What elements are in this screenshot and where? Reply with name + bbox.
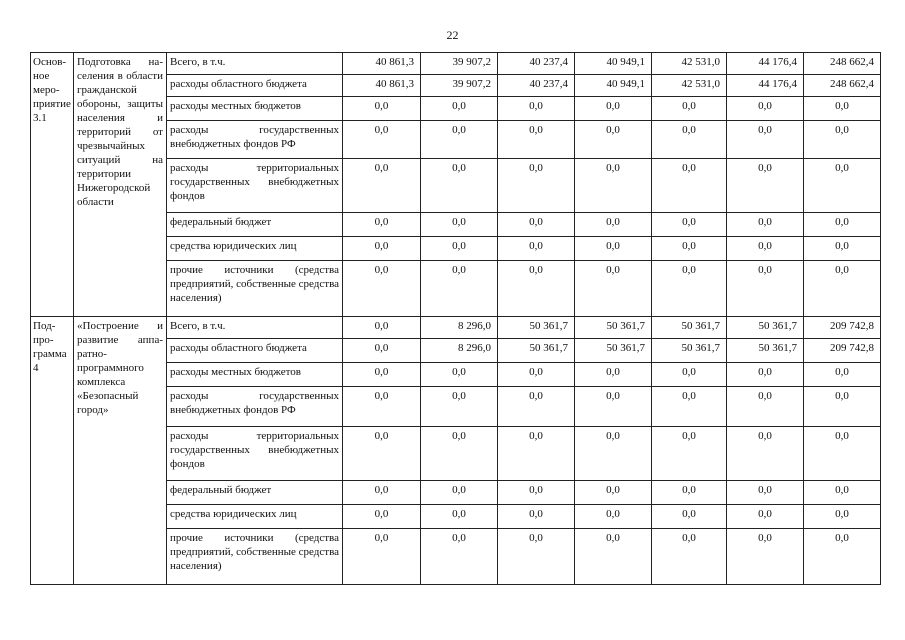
cell-value: 0,0 bbox=[652, 213, 727, 237]
cell-value: 0,0 bbox=[727, 237, 804, 261]
cell-value: 0,0 bbox=[421, 213, 498, 237]
cell-value: 0,0 bbox=[421, 159, 498, 213]
cell-value: 0,0 bbox=[575, 159, 652, 213]
cell-value: 0,0 bbox=[343, 213, 421, 237]
cell-total: 0,0 bbox=[804, 363, 881, 387]
section-name: Подготовка населения в области гражданской обороны, защиты населения и территорий от чрезвычайных ситуаций на территории Нижегородской области bbox=[74, 53, 167, 317]
cell-value: 8 296,0 bbox=[421, 317, 498, 339]
cell-total: 0,0 bbox=[804, 121, 881, 159]
cell-value: 0,0 bbox=[575, 121, 652, 159]
cell-value: 0,0 bbox=[498, 213, 575, 237]
cell-value: 0,0 bbox=[421, 505, 498, 529]
cell-value: 0,0 bbox=[498, 387, 575, 427]
cell-value: 0,0 bbox=[498, 427, 575, 481]
cell-value: 0,0 bbox=[421, 97, 498, 121]
table-row bbox=[31, 317, 881, 339]
cell-value: 40 237,4 bbox=[498, 75, 575, 97]
cell-value: 39 907,2 bbox=[421, 75, 498, 97]
budget-table bbox=[30, 52, 881, 585]
page-number: 22 bbox=[446, 28, 459, 42]
funding-source: Всего, в т.ч. bbox=[167, 317, 343, 339]
cell-value: 0,0 bbox=[343, 427, 421, 481]
cell-value: 0,0 bbox=[727, 481, 804, 505]
cell-value: 0,0 bbox=[652, 159, 727, 213]
cell-value: 0,0 bbox=[498, 237, 575, 261]
funding-source: прочие источники (средства предприятий, собственные средства населения) bbox=[167, 529, 343, 585]
cell-value: 0,0 bbox=[421, 481, 498, 505]
cell-total: 0,0 bbox=[804, 97, 881, 121]
cell-total: 209 742,8 bbox=[804, 317, 881, 339]
cell-value: 50 361,7 bbox=[652, 339, 727, 363]
table-row bbox=[31, 53, 881, 75]
section-code: Основное мероприятие 3.1 bbox=[31, 53, 74, 317]
cell-total: 248 662,4 bbox=[804, 53, 881, 75]
cell-value: 0,0 bbox=[343, 261, 421, 317]
funding-source: расходы областного бюджета bbox=[167, 75, 343, 97]
cell-value: 0,0 bbox=[727, 121, 804, 159]
section-code: Подпрограмма 4 bbox=[31, 317, 74, 585]
cell-total: 0,0 bbox=[804, 427, 881, 481]
funding-source: расходы государственных внебюджетных фондов РФ bbox=[167, 121, 343, 159]
cell-value: 0,0 bbox=[421, 237, 498, 261]
cell-total: 248 662,4 bbox=[804, 75, 881, 97]
cell-total: 0,0 bbox=[804, 213, 881, 237]
cell-value: 0,0 bbox=[652, 427, 727, 481]
cell-value: 0,0 bbox=[343, 97, 421, 121]
funding-source: расходы местных бюджетов bbox=[167, 97, 343, 121]
funding-source: федеральный бюджет bbox=[167, 213, 343, 237]
cell-value: 0,0 bbox=[727, 213, 804, 237]
cell-value: 0,0 bbox=[727, 159, 804, 213]
cell-value: 0,0 bbox=[421, 427, 498, 481]
funding-source: прочие источники (средства предприятий, собственные средства населения) bbox=[167, 261, 343, 317]
cell-value: 0,0 bbox=[727, 505, 804, 529]
cell-value: 0,0 bbox=[421, 387, 498, 427]
cell-value: 0,0 bbox=[343, 237, 421, 261]
cell-value: 39 907,2 bbox=[421, 53, 498, 75]
cell-value: 40 861,3 bbox=[343, 75, 421, 97]
cell-value: 0,0 bbox=[343, 505, 421, 529]
cell-value: 0,0 bbox=[727, 363, 804, 387]
cell-value: 50 361,7 bbox=[727, 317, 804, 339]
cell-total: 0,0 bbox=[804, 387, 881, 427]
cell-value: 0,0 bbox=[498, 159, 575, 213]
cell-value: 40 237,4 bbox=[498, 53, 575, 75]
funding-source: федеральный бюджет bbox=[167, 481, 343, 505]
cell-value: 0,0 bbox=[343, 339, 421, 363]
cell-value: 0,0 bbox=[343, 317, 421, 339]
cell-total: 0,0 bbox=[804, 529, 881, 585]
funding-source: расходы государственных внебюджетных фондов РФ bbox=[167, 387, 343, 427]
cell-value: 0,0 bbox=[575, 97, 652, 121]
cell-value: 0,0 bbox=[727, 387, 804, 427]
cell-value: 0,0 bbox=[575, 387, 652, 427]
cell-value: 0,0 bbox=[498, 97, 575, 121]
cell-value: 50 361,7 bbox=[575, 339, 652, 363]
cell-total: 0,0 bbox=[804, 159, 881, 213]
cell-value: 0,0 bbox=[421, 529, 498, 585]
cell-value: 40 861,3 bbox=[343, 53, 421, 75]
cell-value: 0,0 bbox=[575, 261, 652, 317]
cell-value: 50 361,7 bbox=[652, 317, 727, 339]
funding-source: средства юридических лиц bbox=[167, 505, 343, 529]
cell-value: 0,0 bbox=[421, 121, 498, 159]
cell-value: 0,0 bbox=[498, 121, 575, 159]
cell-value: 0,0 bbox=[652, 505, 727, 529]
cell-value: 0,0 bbox=[498, 363, 575, 387]
cell-value: 40 949,1 bbox=[575, 53, 652, 75]
cell-total: 0,0 bbox=[804, 481, 881, 505]
cell-value: 0,0 bbox=[727, 97, 804, 121]
cell-value: 0,0 bbox=[727, 529, 804, 585]
cell-value: 42 531,0 bbox=[652, 75, 727, 97]
section-name: «Построение и развитие аппаратно-программного комплекса «Безопасный город» bbox=[74, 317, 167, 585]
cell-value: 42 531,0 bbox=[652, 53, 727, 75]
cell-value: 0,0 bbox=[498, 505, 575, 529]
cell-value: 0,0 bbox=[652, 529, 727, 585]
cell-value: 0,0 bbox=[652, 237, 727, 261]
cell-value: 0,0 bbox=[498, 529, 575, 585]
cell-value: 0,0 bbox=[343, 363, 421, 387]
cell-value: 50 361,7 bbox=[498, 339, 575, 363]
cell-value: 0,0 bbox=[343, 481, 421, 505]
cell-value: 0,0 bbox=[575, 529, 652, 585]
cell-value: 0,0 bbox=[575, 363, 652, 387]
cell-value: 0,0 bbox=[343, 159, 421, 213]
funding-source: расходы областного бюджета bbox=[167, 339, 343, 363]
funding-source: расходы местных бюджетов bbox=[167, 363, 343, 387]
cell-value: 0,0 bbox=[343, 529, 421, 585]
cell-value: 50 361,7 bbox=[727, 339, 804, 363]
cell-total: 0,0 bbox=[804, 237, 881, 261]
cell-value: 40 949,1 bbox=[575, 75, 652, 97]
funding-source: Всего, в т.ч. bbox=[167, 53, 343, 75]
cell-value: 0,0 bbox=[498, 261, 575, 317]
cell-value: 0,0 bbox=[498, 481, 575, 505]
cell-value: 0,0 bbox=[575, 427, 652, 481]
funding-source: расходы территориальных государственных внебюджетных фондов bbox=[167, 427, 343, 481]
cell-value: 0,0 bbox=[421, 363, 498, 387]
cell-total: 0,0 bbox=[804, 505, 881, 529]
cell-value: 8 296,0 bbox=[421, 339, 498, 363]
funding-source: расходы территориальных государственных внебюджетных фондов bbox=[167, 159, 343, 213]
funding-source: средства юридических лиц bbox=[167, 237, 343, 261]
cell-value: 50 361,7 bbox=[575, 317, 652, 339]
cell-value: 0,0 bbox=[575, 213, 652, 237]
cell-value: 0,0 bbox=[652, 261, 727, 317]
cell-value: 0,0 bbox=[652, 363, 727, 387]
cell-value: 0,0 bbox=[727, 427, 804, 481]
cell-value: 0,0 bbox=[652, 387, 727, 427]
cell-value: 0,0 bbox=[727, 261, 804, 317]
cell-value: 0,0 bbox=[343, 387, 421, 427]
cell-value: 0,0 bbox=[343, 121, 421, 159]
cell-value: 0,0 bbox=[575, 237, 652, 261]
cell-value: 0,0 bbox=[575, 481, 652, 505]
cell-value: 0,0 bbox=[652, 481, 727, 505]
cell-value: 0,0 bbox=[652, 97, 727, 121]
cell-value: 50 361,7 bbox=[498, 317, 575, 339]
cell-value: 44 176,4 bbox=[727, 53, 804, 75]
cell-value: 44 176,4 bbox=[727, 75, 804, 97]
cell-value: 0,0 bbox=[575, 505, 652, 529]
cell-total: 0,0 bbox=[804, 261, 881, 317]
cell-value: 0,0 bbox=[421, 261, 498, 317]
cell-total: 209 742,8 bbox=[804, 339, 881, 363]
cell-value: 0,0 bbox=[652, 121, 727, 159]
